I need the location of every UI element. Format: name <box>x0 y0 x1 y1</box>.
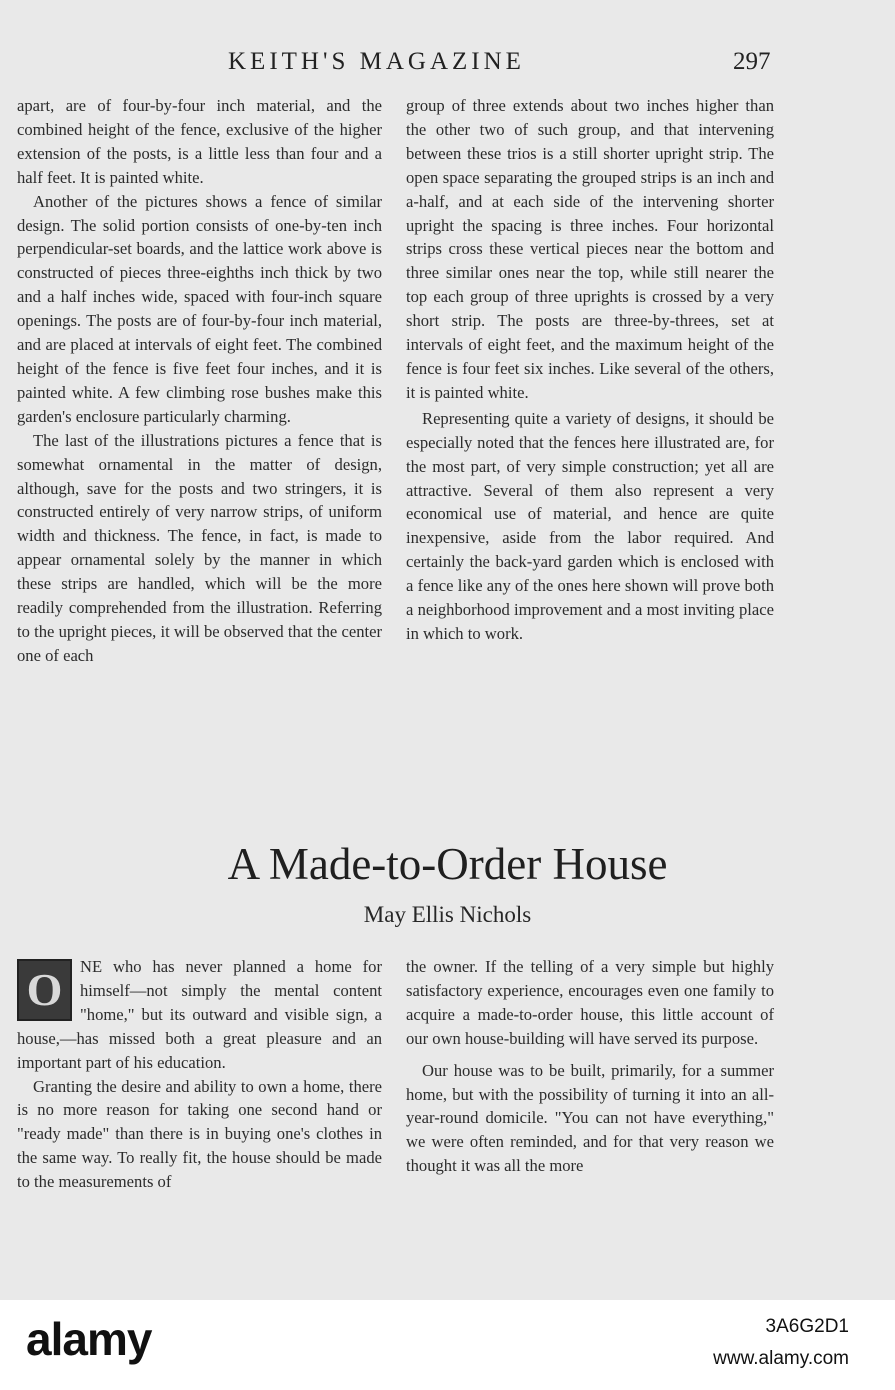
page-number: 297 <box>733 48 771 75</box>
alamy-logo: alamy <box>26 1313 152 1365</box>
article-author: May Ellis Nichols <box>363 902 532 927</box>
paragraph: apart, are of four-by-four inch material, and the combined height of the fence, exclusive of the higher extension of the posts, is a little less than four and a half feet. It is painted white. <box>17 96 382 187</box>
top-left-column <box>17 94 382 668</box>
paragraph: Representing quite a variety of designs, it should be especially noted that the fences here illustrated are, for the most part, of very simple construction; yet all are attractive. Several of them also represent a very economical use of material, and hence are quite inexpensive, aside from the labor required. And certainly the back-yard garden which is enclosed with a fence like any of the ones here shown will prove both a neighborhood improvement and a most inviting place in which to work. <box>406 408 774 643</box>
image-id: 3A6G2D1 <box>765 1316 849 1337</box>
paragraph: Another of the pictures shows a fence of similar design. The solid portion consists of one-by-ten inch perpendicular-set boards, and the lattice work above is constructed of pieces three-eighths inch thick by two and a half inches wide, spaced with four-inch square openings. The posts are of four-by-four inch material, and are placed at intervals of eight feet. The combined height of the fence is five feet four inches, and it is painted white. A few climbing rose bushes make this garden's enclosure particularly charming. <box>17 191 382 426</box>
paragraph: The last of the illustrations pictures a fence that is somewhat ornamental in the matter of design, although, save for the posts and two stringers, it is constructed entirely of very narrow strips, of uniform width and thickness. The fence, in fact, is made to appear ornamental solely by the manner in which these strips are handled, which will be the more readily comprehended from the illustration. Referring to the upright pieces, it will be observed that the center one of each <box>17 430 382 665</box>
article-left-column <box>17 955 382 1194</box>
site-url: www.alamy.com <box>713 1348 849 1369</box>
magazine-title: KEITH'S MAGAZINE <box>228 48 525 75</box>
article-title: A Made-to-Order House <box>227 839 668 889</box>
paragraph: group of three extends about two inches higher than the other two of such group, and that intervening between these trios is a still shorter upright strip. The open space separating the grouped strips is an inch and a-half, and at each side of the intervening shorter upright the spacing is three inches. Four horizontal strips cross these vertical pieces near the bottom and three similar ones near the top, while still nearer the top each group of three uprights is crossed by a very short strip. The posts are three-by-threes, set at intervals of eight feet, and the maximum height of the fence is four feet six inches. Like several of the others, it is painted white. <box>406 96 774 402</box>
paragraph: NE who has never planned a home for himself—not simply the mental content "home," but its outward and visible sign, a house,—has missed both a great pleasure and an important part of his education. <box>17 957 382 1072</box>
article-right-column <box>406 955 774 1178</box>
stock-footer <box>0 1300 895 1390</box>
top-right-column <box>406 94 774 646</box>
paragraph: the owner. If the telling of a very simple but highly satisfactory experience, encourages even one family to acquire a made-to-order house, this little account of our own house-building will have served its purpose. <box>406 957 774 1048</box>
drop-cap-ornament <box>17 959 72 1021</box>
drop-cap-letter: O <box>26 964 63 1015</box>
paragraph: Our house was to be built, primarily, for a summer home, but with the possibility of turning it into an all-year-round domicile. "You can not have everything," we were often reminded, and for that very reason we thought it was all the more <box>406 1060 774 1176</box>
page-header <box>0 48 895 84</box>
paragraph: Granting the desire and ability to own a home, there is no more reason for taking one second hand or "ready made" than there is in buying one's clothes in the same way. To really fit, the house should be made to the measurements of <box>17 1076 382 1192</box>
